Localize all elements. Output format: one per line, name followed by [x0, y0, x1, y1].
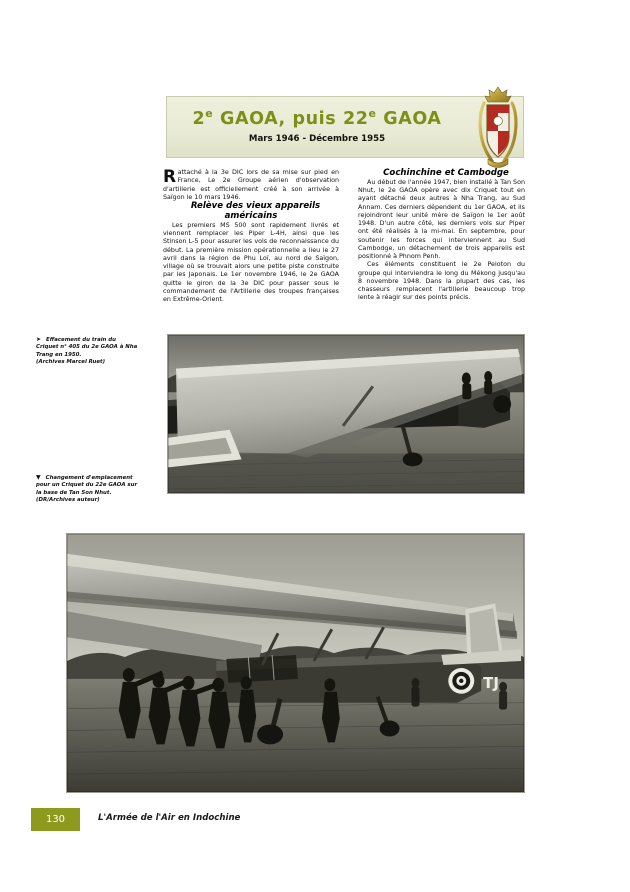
photo-criquet-nha-trang [167, 334, 525, 494]
chapter-banner-text [167, 97, 467, 157]
book-title-footer: L'Armée de l'Air en Indochine [98, 813, 241, 823]
caption-2-credit: (DR/Archives auteur) [36, 496, 100, 503]
caption-2-text: Changement d'emplacement pour un Criquet du 22e GAOA sur la base de Tan Son Nhut. [36, 475, 138, 496]
chapter-title: 2e GAOA, puis 22e GAOA [192, 107, 442, 129]
unit-crest-icon [476, 85, 520, 169]
left-paragraph-2: Les premiers MS 500 sont rapidement livrés et viennent remplacer les Piper L-4H, ainsi que les Stinson L-5 pour assurer les vols de reconnaissance du début. La première mission opérationnelle a lieu le 27 avril dans la région de Phu Loï, au nord de Saïgon, village où se trouvait alors une petite piste construite par les Japonais. Le 1er novembre 1946, le 2e GAOA quitte le giron de la 3e DIC pour passer sous le commandement de l'Artillerie des troupes françaises en Extrême-Orient. [163, 221, 339, 303]
right-section-subheading: Cochinchine et Cambodge [383, 168, 509, 178]
french-roundel [448, 668, 474, 694]
ordinal-suffix: e [368, 107, 377, 121]
photo-caption-2 [36, 474, 140, 504]
caption-1-text: Effacement du train du Criquet n° 405 du 2e GAOA à Nha Trang en 1950. [36, 337, 138, 358]
chapter-banner [166, 96, 524, 158]
caption-1-credit: (Archives Marcel Ruet) [36, 358, 106, 365]
left-paragraph-1: Rattaché à la 3e DIC lors de sa mise sur pied en France, Le 2e Groupe aérien d'observation d'artillerie est officiellement créé à son arrivée à Saïgon le 10 mars 1946. [163, 167, 339, 201]
photo-caption-1 [36, 336, 140, 366]
page-number-badge: 130 [31, 808, 80, 831]
ordinal-suffix: e [205, 107, 214, 121]
caption-arrow-down-icon: ▼ [36, 474, 41, 481]
caption-arrow-right-icon: ➤ [36, 336, 42, 343]
right-paragraph-2: Ces éléments constituent le 2e Peloton du groupe qui interviendra le long du Mékong jusqu'au 8 novembre 1948. Dans la plupart des cas, les chasseurs remplacent l'artillerie beaucoup trop lente à réagir sur des points précis. [358, 261, 525, 302]
tail-code: TJ [483, 673, 499, 692]
photo-criquet-tan-son-nhut [66, 533, 525, 793]
body-text-right-column [358, 169, 525, 303]
body-text-left-column [163, 169, 339, 304]
chapter-date-range: Mars 1946 - Décembre 1955 [248, 134, 386, 145]
drop-cap: R [163, 167, 177, 187]
right-paragraph-1: Au début de l'année 1947, bien installé à Tan Son Nhut, le 2e GAOA opère avec dix Criquet tout en ayant détaché deux autres à Nha Trang, au Sud Annam. Ces derniers dépendent du 1er GAOA, et ils rejoindront leur unité mère de Saïgon le 1er août 1948. D'un autre côté, les derniers vols sur Piper ont été réalisés à la mi-mai. En septembre, pour soutenir les forces qui interviennent au Sud Cambodge, un détachement de trois appareils est positionné à Phnom Penh. [358, 178, 525, 261]
left-section-subheading: Relève des vieux appareils américains [190, 201, 321, 221]
